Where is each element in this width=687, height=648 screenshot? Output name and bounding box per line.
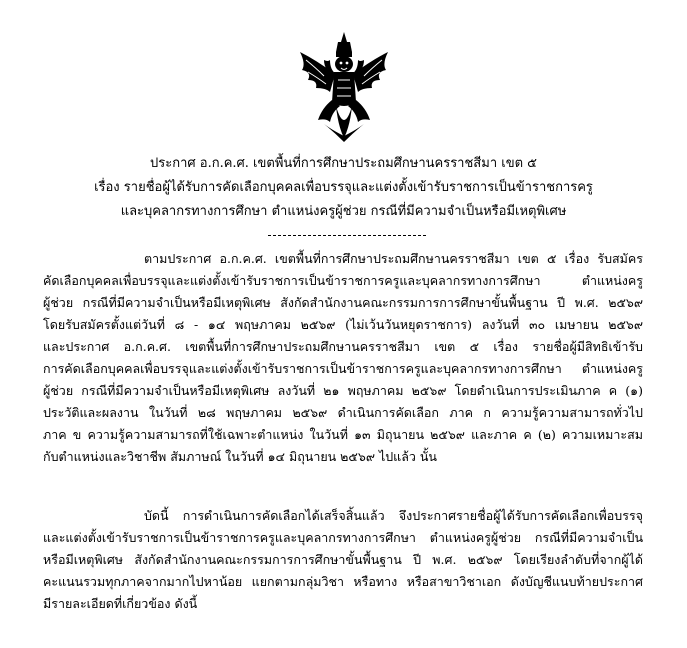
paragraph-line: และแต่งตั้งเข้ารับราชการเป็นข้าราชการครูและบุคลากรทางการศึกษา ตำแหน่งครูผู้ช่วย กรณีที่มีความจำเป็น — [43, 530, 643, 545]
paragraph-line: บัดนี้ การดำเนินการคัดเลือกได้เสร็จสิ้นแล้ว จึงประกาศรายชื่อผู้ได้รับการคัดเลือกเพื่อบรรจุ — [144, 508, 643, 523]
paragraph-line: มีรายละเอียดที่เกี่ยวข้อง ดังนี้ — [43, 596, 198, 611]
garuda-emblem-icon — [294, 30, 394, 145]
paragraph-line: โดยรับสมัครตั้งแต่วันที่ ๘ - ๑๔ พฤษภาคม ๒๕๖๙ (ไม่เว้นวันหยุดราชการ) ลงวันที่ ๓๐ เมษายน ๒๕๖๙ — [43, 317, 643, 332]
paragraph-line: คัดเลือกบุคคลเพื่อบรรจุและแต่งตั้งเข้ารับราชการเป็นข้าราชการครูและบุคลากรทางการศึกษา ตำแหน่งครู — [43, 273, 643, 288]
paragraph-2 — [43, 505, 643, 615]
paragraph-line: คะแนนรวมทุกภาคจากมากไปหาน้อย แยกตามกลุ่มวิชา หรือทาง หรือสาขาวิชาเอก ดังบัญชีแนบท้ายประกาศ — [43, 574, 643, 589]
paragraph-line: ประวัติและผลงาน ในวันที่ ๒๘ พฤษภาคม ๒๕๖๙ ดำเนินการคัดเลือก ภาค ก ความรู้ความสามารถทั่วไป — [43, 405, 643, 420]
announcement-subject: เรื่อง รายชื่อผู้ได้รับการคัดเลือกบุคคลเพื่อบรรจุและแต่งตั้งเข้ารับราชการเป็นข้าราชการครู — [94, 180, 593, 195]
paragraph-1 — [43, 248, 643, 468]
announcement-title: ประกาศ อ.ก.ค.ศ. เขตพื้นที่การศึกษาประถมศึกษานครราชสีมา เขต ๕ — [149, 156, 537, 171]
announcement-subject-continued: และบุคลากรทางการศึกษา ตำแหน่งครูผู้ช่วย กรณีที่มีความจำเป็นหรือมีเหตุพิเศษ — [120, 204, 567, 219]
paragraph-line: ภาค ข ความรู้ความสามารถที่ใช้เฉพาะตำแหน่ง ในวันที่ ๑๓ มิถุนายน ๒๕๖๙ และภาค ค (๒) ความเหมาะสม — [43, 427, 643, 442]
paragraph-line: การคัดเลือกบุคคลเพื่อบรรจุและแต่งตั้งเข้ารับราชการเป็นข้าราชการครูและบุคลากรทางการศึกษา ตำแหน่งครู — [43, 361, 643, 376]
paragraph-line: และประกาศ อ.ก.ค.ศ. เขตพื้นที่การศึกษาประถมศึกษานครราชสีมา เขต ๕ เรื่อง รายชื่อผู้มีสิทธิเข้ารับ — [43, 339, 643, 354]
paragraph-line: หรือมีเหตุพิเศษ สังกัดสำนักงานคณะกรรมการการศึกษาขั้นพื้นฐาน ปี พ.ศ. ๒๕๖๙ โดยเรียงลำดับที่จากผู้ได้ — [43, 552, 643, 567]
paragraph-line: ตามประกาศ อ.ก.ค.ศ. เขตพื้นที่การศึกษาประถมศึกษานครราชสีมา เขต ๕ เรื่อง รับสมัคร — [144, 251, 643, 266]
paragraph-line: ผู้ช่วย กรณีที่มีความจำเป็นหรือมีเหตุพิเศษ ลงวันที่ ๒๑ พฤษภาคม ๒๕๖๙ โดยดำเนินการประเมินภาค ค (๑) — [43, 383, 643, 398]
paragraph-line: กับตำแหน่งและวิชาชีพ สัมภาษณ์ ในวันที่ ๑๔ มิถุนายน ๒๕๖๙ ไปแล้ว นั้น — [43, 449, 437, 464]
paragraph-line: ผู้ช่วย กรณีที่มีความจำเป็นหรือมีเหตุพิเศษ สังกัดสำนักงานคณะกรรมการการศึกษาขั้นพื้นฐาน ปี พ.ศ. ๒๕๖๙ — [43, 295, 643, 310]
header-divider — [268, 235, 426, 236]
